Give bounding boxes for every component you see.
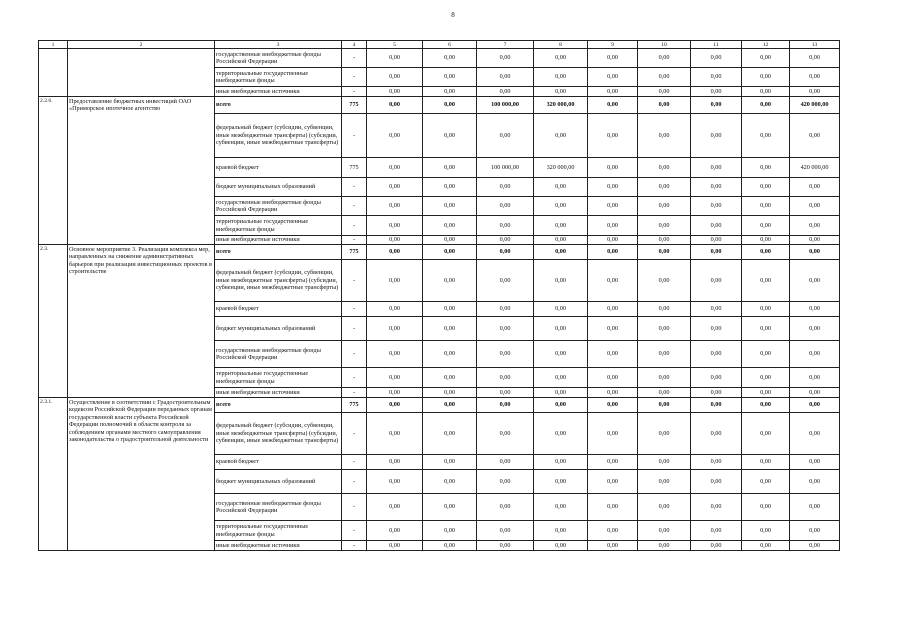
funding-source: территориальные государственные внебюджетные фонды bbox=[215, 368, 342, 388]
funding-source: территориальные государственные внебюджетные фонды bbox=[215, 216, 342, 236]
amount-cell: 0,00 bbox=[423, 236, 477, 245]
amount-cell: 0,00 bbox=[423, 470, 477, 494]
amount-cell: 0,00 bbox=[477, 197, 534, 216]
amount-cell: 0,00 bbox=[367, 87, 423, 97]
amount-cell: 0,00 bbox=[477, 87, 534, 97]
amount-cell: 0,00 bbox=[588, 494, 638, 521]
amount-cell: 0,00 bbox=[588, 87, 638, 97]
amount-cell: 0,00 bbox=[790, 87, 840, 97]
header-cell: 10 bbox=[638, 41, 691, 49]
header-cell: 2 bbox=[68, 41, 215, 49]
amount-cell: 0,00 bbox=[691, 317, 742, 341]
funding-source: всего bbox=[215, 245, 342, 260]
header-row bbox=[39, 41, 840, 49]
amount-cell: 0,00 bbox=[691, 341, 742, 368]
amount-cell: 0,00 bbox=[691, 302, 742, 317]
amount-cell: 0,00 bbox=[477, 236, 534, 245]
amount-cell: 0,00 bbox=[742, 302, 790, 317]
amount-cell: 0,00 bbox=[742, 97, 790, 114]
header-cell: 12 bbox=[742, 41, 790, 49]
amount-cell: 0,00 bbox=[534, 388, 588, 398]
header-cell: 5 bbox=[367, 41, 423, 49]
amount-cell: 0,00 bbox=[742, 236, 790, 245]
amount-cell: 0,00 bbox=[588, 388, 638, 398]
funding-source: краевой бюджет bbox=[215, 455, 342, 470]
grbs-code-cell: - bbox=[342, 68, 367, 87]
amount-cell: 0,00 bbox=[367, 398, 423, 413]
amount-cell: 0,00 bbox=[534, 245, 588, 260]
amount-cell: 0,00 bbox=[367, 368, 423, 388]
amount-cell: 0,00 bbox=[742, 87, 790, 97]
amount-cell: 0,00 bbox=[691, 49, 742, 68]
amount-cell: 0,00 bbox=[638, 302, 691, 317]
amount-cell: 0,00 bbox=[742, 216, 790, 236]
amount-cell: 0,00 bbox=[588, 368, 638, 388]
amount-cell: 0,00 bbox=[367, 236, 423, 245]
amount-cell: 0,00 bbox=[367, 216, 423, 236]
amount-cell: 0,00 bbox=[477, 260, 534, 302]
amount-cell: 0,00 bbox=[638, 49, 691, 68]
amount-cell: 0,00 bbox=[790, 341, 840, 368]
amount-cell: 0,00 bbox=[477, 302, 534, 317]
amount-cell: 0,00 bbox=[742, 541, 790, 551]
funding-source: иные внебюджетные источники bbox=[215, 541, 342, 551]
header-cell: 4 bbox=[342, 41, 367, 49]
amount-cell: 0,00 bbox=[638, 521, 691, 541]
amount-cell: 0,00 bbox=[790, 245, 840, 260]
amount-cell: 0,00 bbox=[423, 245, 477, 260]
amount-cell: 0,00 bbox=[742, 368, 790, 388]
amount-cell: 0,00 bbox=[638, 114, 691, 158]
amount-cell: 0,00 bbox=[477, 341, 534, 368]
amount-cell: 0,00 bbox=[367, 97, 423, 114]
amount-cell: 0,00 bbox=[691, 398, 742, 413]
amount-cell: 0,00 bbox=[691, 97, 742, 114]
amount-cell: 0,00 bbox=[588, 97, 638, 114]
amount-cell: 0,00 bbox=[790, 541, 840, 551]
funding-source: всего bbox=[215, 97, 342, 114]
amount-cell: 0,00 bbox=[790, 197, 840, 216]
grbs-code-cell: - bbox=[342, 302, 367, 317]
amount-cell: 0,00 bbox=[790, 413, 840, 455]
amount-cell: 0,00 bbox=[423, 97, 477, 114]
amount-cell: 0,00 bbox=[534, 398, 588, 413]
amount-cell: 420 000,00 bbox=[790, 97, 840, 114]
item-code: 2.2.6. bbox=[39, 97, 68, 245]
amount-cell: 0,00 bbox=[367, 302, 423, 317]
amount-cell: 0,00 bbox=[534, 197, 588, 216]
amount-cell: 0,00 bbox=[691, 178, 742, 197]
amount-cell: 0,00 bbox=[742, 317, 790, 341]
amount-cell: 0,00 bbox=[423, 197, 477, 216]
amount-cell: 0,00 bbox=[638, 178, 691, 197]
amount-cell: 0,00 bbox=[691, 245, 742, 260]
amount-cell: 0,00 bbox=[423, 521, 477, 541]
amount-cell: 0,00 bbox=[423, 413, 477, 455]
funding-source: федеральный бюджет (субсидии, субвенции, иные межбюджетные трансферты) (субсидии, субвенции, иные межбюджетные трансферты) bbox=[215, 114, 342, 158]
amount-cell: 0,00 bbox=[588, 236, 638, 245]
grbs-code-cell: - bbox=[342, 317, 367, 341]
amount-cell: 0,00 bbox=[367, 49, 423, 68]
table-row bbox=[39, 245, 840, 260]
header-cell: 11 bbox=[691, 41, 742, 49]
amount-cell: 0,00 bbox=[423, 341, 477, 368]
amount-cell: 0,00 bbox=[534, 368, 588, 388]
amount-cell: 0,00 bbox=[423, 216, 477, 236]
amount-cell: 0,00 bbox=[588, 178, 638, 197]
funding-source: бюджет муниципальных образований bbox=[215, 178, 342, 197]
amount-cell: 0,00 bbox=[691, 216, 742, 236]
amount-cell: 0,00 bbox=[534, 68, 588, 87]
amount-cell: 0,00 bbox=[638, 470, 691, 494]
amount-cell: 0,00 bbox=[742, 158, 790, 178]
amount-cell: 0,00 bbox=[423, 114, 477, 158]
amount-cell: 0,00 bbox=[638, 87, 691, 97]
amount-cell: 0,00 bbox=[588, 541, 638, 551]
funding-source: государственные внебюджетные фонды Российской Федерации bbox=[215, 494, 342, 521]
item-code: 2.3.1. bbox=[39, 398, 68, 551]
amount-cell: 0,00 bbox=[742, 341, 790, 368]
amount-cell: 0,00 bbox=[367, 413, 423, 455]
amount-cell: 0,00 bbox=[790, 470, 840, 494]
header-cell: 3 bbox=[215, 41, 342, 49]
amount-cell: 0,00 bbox=[588, 470, 638, 494]
amount-cell: 0,00 bbox=[742, 470, 790, 494]
grbs-code-cell: - bbox=[342, 178, 367, 197]
amount-cell: 0,00 bbox=[534, 521, 588, 541]
amount-cell: 0,00 bbox=[790, 398, 840, 413]
amount-cell: 0,00 bbox=[638, 97, 691, 114]
amount-cell: 0,00 bbox=[367, 470, 423, 494]
amount-cell: 0,00 bbox=[588, 216, 638, 236]
amount-cell: 0,00 bbox=[638, 541, 691, 551]
amount-cell: 0,00 bbox=[477, 49, 534, 68]
amount-cell: 0,00 bbox=[691, 68, 742, 87]
grbs-code-cell: - bbox=[342, 521, 367, 541]
amount-cell: 0,00 bbox=[534, 216, 588, 236]
amount-cell: 0,00 bbox=[534, 49, 588, 68]
amount-cell: 0,00 bbox=[588, 521, 638, 541]
amount-cell: 0,00 bbox=[423, 398, 477, 413]
amount-cell: 0,00 bbox=[477, 388, 534, 398]
amount-cell: 0,00 bbox=[367, 68, 423, 87]
amount-cell: 0,00 bbox=[691, 470, 742, 494]
amount-cell: 0,00 bbox=[423, 87, 477, 97]
amount-cell: 0,00 bbox=[423, 158, 477, 178]
amount-cell: 0,00 bbox=[790, 494, 840, 521]
amount-cell: 0,00 bbox=[477, 68, 534, 87]
amount-cell: 0,00 bbox=[691, 158, 742, 178]
amount-cell: 0,00 bbox=[477, 521, 534, 541]
amount-cell: 0,00 bbox=[790, 236, 840, 245]
amount-cell: 0,00 bbox=[367, 541, 423, 551]
amount-cell: 100 000,00 bbox=[477, 97, 534, 114]
amount-cell: 0,00 bbox=[691, 236, 742, 245]
amount-cell: 0,00 bbox=[742, 49, 790, 68]
item-code: 2.3. bbox=[39, 245, 68, 398]
amount-cell: 0,00 bbox=[367, 494, 423, 521]
amount-cell: 0,00 bbox=[742, 178, 790, 197]
amount-cell: 0,00 bbox=[477, 114, 534, 158]
amount-cell: 0,00 bbox=[423, 541, 477, 551]
amount-cell: 0,00 bbox=[534, 470, 588, 494]
amount-cell: 0,00 bbox=[790, 368, 840, 388]
amount-cell: 0,00 bbox=[423, 494, 477, 521]
amount-cell: 0,00 bbox=[691, 87, 742, 97]
amount-cell: 0,00 bbox=[367, 158, 423, 178]
amount-cell: 0,00 bbox=[588, 158, 638, 178]
amount-cell: 0,00 bbox=[638, 317, 691, 341]
header-cell: 9 bbox=[588, 41, 638, 49]
grbs-code-cell: - bbox=[342, 494, 367, 521]
table-row bbox=[39, 398, 840, 413]
amount-cell: 0,00 bbox=[477, 245, 534, 260]
funding-source: краевой бюджет bbox=[215, 158, 342, 178]
amount-cell: 0,00 bbox=[588, 317, 638, 341]
amount-cell: 0,00 bbox=[790, 260, 840, 302]
amount-cell: 0,00 bbox=[638, 494, 691, 521]
amount-cell: 0,00 bbox=[691, 114, 742, 158]
amount-cell: 0,00 bbox=[534, 302, 588, 317]
item-title: Основное мероприятие 3. Реализация комплекса мер, направленных на снижение административных барьеров при реализации инвестиционных проектов в строительстве bbox=[68, 245, 215, 398]
amount-cell: 0,00 bbox=[638, 245, 691, 260]
amount-cell: 0,00 bbox=[742, 114, 790, 158]
grbs-code-cell: - bbox=[342, 87, 367, 97]
amount-cell: 0,00 bbox=[790, 317, 840, 341]
header-cell: 8 bbox=[534, 41, 588, 49]
amount-cell: 0,00 bbox=[367, 521, 423, 541]
amount-cell: 0,00 bbox=[691, 455, 742, 470]
amount-cell: 0,00 bbox=[367, 245, 423, 260]
amount-cell: 420 000,00 bbox=[790, 158, 840, 178]
funding-source: федеральный бюджет (субсидии, субвенции, иные межбюджетные трансферты) (субсидии, субвенции, иные межбюджетные трансферты) bbox=[215, 413, 342, 455]
page-number: 8 bbox=[451, 11, 455, 19]
amount-cell: 0,00 bbox=[423, 317, 477, 341]
amount-cell: 0,00 bbox=[534, 413, 588, 455]
funding-source: территориальные государственные внебюджетные фонды bbox=[215, 68, 342, 87]
grbs-code-cell: - bbox=[342, 388, 367, 398]
amount-cell: 0,00 bbox=[790, 49, 840, 68]
funding-source: государственные внебюджетные фонды Российской Федерации bbox=[215, 49, 342, 68]
amount-cell: 0,00 bbox=[588, 114, 638, 158]
header-cell: 6 bbox=[423, 41, 477, 49]
amount-cell: 0,00 bbox=[367, 317, 423, 341]
amount-cell: 0,00 bbox=[534, 541, 588, 551]
item-code bbox=[39, 49, 68, 97]
amount-cell: 0,00 bbox=[691, 521, 742, 541]
amount-cell: 0,00 bbox=[790, 216, 840, 236]
funding-source: бюджет муниципальных образований bbox=[215, 317, 342, 341]
amount-cell: 0,00 bbox=[423, 68, 477, 87]
grbs-code-cell: 775 bbox=[342, 97, 367, 114]
funding-source: государственные внебюджетные фонды Российской Федерации bbox=[215, 197, 342, 216]
amount-cell: 0,00 bbox=[742, 388, 790, 398]
funding-source: территориальные государственные внебюджетные фонды bbox=[215, 521, 342, 541]
funding-source: всего bbox=[215, 398, 342, 413]
amount-cell: 0,00 bbox=[790, 388, 840, 398]
funding-source: иные внебюджетные источники bbox=[215, 388, 342, 398]
grbs-code-cell: 775 bbox=[342, 245, 367, 260]
grbs-code-cell: - bbox=[342, 49, 367, 68]
amount-cell: 0,00 bbox=[534, 260, 588, 302]
amount-cell: 0,00 bbox=[588, 302, 638, 317]
amount-cell: 0,00 bbox=[588, 49, 638, 68]
amount-cell: 0,00 bbox=[742, 245, 790, 260]
amount-cell: 0,00 bbox=[477, 368, 534, 388]
funding-source: государственные внебюджетные фонды Российской Федерации bbox=[215, 341, 342, 368]
amount-cell: 0,00 bbox=[477, 494, 534, 521]
funding-source: иные внебюджетные источники bbox=[215, 87, 342, 97]
grbs-code-cell: - bbox=[342, 455, 367, 470]
amount-cell: 0,00 bbox=[691, 260, 742, 302]
amount-cell: 0,00 bbox=[691, 494, 742, 521]
amount-cell: 0,00 bbox=[367, 260, 423, 302]
amount-cell: 0,00 bbox=[477, 178, 534, 197]
amount-cell: 0,00 bbox=[477, 541, 534, 551]
amount-cell: 0,00 bbox=[790, 521, 840, 541]
grbs-code-cell: - bbox=[342, 236, 367, 245]
amount-cell: 0,00 bbox=[477, 470, 534, 494]
amount-cell: 0,00 bbox=[477, 216, 534, 236]
amount-cell: 0,00 bbox=[534, 114, 588, 158]
amount-cell: 0,00 bbox=[691, 197, 742, 216]
amount-cell: 0,00 bbox=[534, 178, 588, 197]
grbs-code-cell: - bbox=[342, 114, 367, 158]
amount-cell: 0,00 bbox=[742, 68, 790, 87]
amount-cell: 0,00 bbox=[534, 494, 588, 521]
grbs-code-cell: 775 bbox=[342, 398, 367, 413]
amount-cell: 0,00 bbox=[638, 68, 691, 87]
amount-cell: 0,00 bbox=[742, 494, 790, 521]
amount-cell: 0,00 bbox=[691, 541, 742, 551]
funding-source: иные внебюджетные источники bbox=[215, 236, 342, 245]
amount-cell: 0,00 bbox=[423, 455, 477, 470]
grbs-code-cell: - bbox=[342, 368, 367, 388]
amount-cell: 0,00 bbox=[638, 398, 691, 413]
amount-cell: 0,00 bbox=[742, 260, 790, 302]
budget-table bbox=[38, 40, 840, 551]
amount-cell: 0,00 bbox=[638, 388, 691, 398]
amount-cell: 0,00 bbox=[638, 368, 691, 388]
amount-cell: 0,00 bbox=[423, 302, 477, 317]
amount-cell: 0,00 bbox=[477, 455, 534, 470]
amount-cell: 0,00 bbox=[423, 260, 477, 302]
amount-cell: 100 000,00 bbox=[477, 158, 534, 178]
amount-cell: 0,00 bbox=[367, 455, 423, 470]
amount-cell: 0,00 bbox=[367, 197, 423, 216]
amount-cell: 0,00 bbox=[477, 398, 534, 413]
amount-cell: 0,00 bbox=[367, 341, 423, 368]
amount-cell: 320 000,00 bbox=[534, 97, 588, 114]
amount-cell: 0,00 bbox=[477, 317, 534, 341]
amount-cell: 0,00 bbox=[790, 178, 840, 197]
grbs-code-cell: - bbox=[342, 413, 367, 455]
amount-cell: 0,00 bbox=[790, 455, 840, 470]
amount-cell: 0,00 bbox=[367, 178, 423, 197]
amount-cell: 0,00 bbox=[638, 413, 691, 455]
amount-cell: 0,00 bbox=[742, 455, 790, 470]
amount-cell: 0,00 bbox=[790, 302, 840, 317]
amount-cell: 0,00 bbox=[691, 368, 742, 388]
amount-cell: 0,00 bbox=[742, 413, 790, 455]
amount-cell: 0,00 bbox=[423, 49, 477, 68]
amount-cell: 0,00 bbox=[742, 521, 790, 541]
amount-cell: 0,00 bbox=[588, 245, 638, 260]
header-cell: 1 bbox=[39, 41, 68, 49]
header-cell: 13 bbox=[790, 41, 840, 49]
amount-cell: 0,00 bbox=[638, 158, 691, 178]
funding-source: федеральный бюджет (субсидии, субвенции, иные межбюджетные трансферты) (субсидии, субвенции, иные межбюджетные трансферты) bbox=[215, 260, 342, 302]
amount-cell: 0,00 bbox=[534, 236, 588, 245]
grbs-code-cell: - bbox=[342, 260, 367, 302]
amount-cell: 0,00 bbox=[790, 68, 840, 87]
amount-cell: 0,00 bbox=[588, 413, 638, 455]
amount-cell: 0,00 bbox=[638, 236, 691, 245]
grbs-code-cell: - bbox=[342, 197, 367, 216]
amount-cell: 0,00 bbox=[691, 413, 742, 455]
amount-cell: 0,00 bbox=[367, 388, 423, 398]
amount-cell: 320 000,00 bbox=[534, 158, 588, 178]
amount-cell: 0,00 bbox=[534, 455, 588, 470]
amount-cell: 0,00 bbox=[790, 114, 840, 158]
amount-cell: 0,00 bbox=[534, 317, 588, 341]
amount-cell: 0,00 bbox=[638, 260, 691, 302]
amount-cell: 0,00 bbox=[588, 398, 638, 413]
amount-cell: 0,00 bbox=[423, 368, 477, 388]
amount-cell: 0,00 bbox=[588, 260, 638, 302]
funding-source: краевой бюджет bbox=[215, 302, 342, 317]
grbs-code-cell: 775 bbox=[342, 158, 367, 178]
item-title bbox=[68, 49, 215, 97]
amount-cell: 0,00 bbox=[367, 114, 423, 158]
item-title: Предоставление бюджетных инвестиций ОАО «Приморское ипотечное агентство bbox=[68, 97, 215, 245]
amount-cell: 0,00 bbox=[534, 341, 588, 368]
amount-cell: 0,00 bbox=[423, 178, 477, 197]
grbs-code-cell: - bbox=[342, 216, 367, 236]
amount-cell: 0,00 bbox=[477, 413, 534, 455]
table-row bbox=[39, 49, 840, 68]
amount-cell: 0,00 bbox=[638, 197, 691, 216]
funding-source: бюджет муниципальных образований bbox=[215, 470, 342, 494]
grbs-code-cell: - bbox=[342, 341, 367, 368]
amount-cell: 0,00 bbox=[638, 341, 691, 368]
amount-cell: 0,00 bbox=[588, 455, 638, 470]
header-cell: 7 bbox=[477, 41, 534, 49]
table-row bbox=[39, 97, 840, 114]
item-title: Осуществление в соответствии с Градостроительным кодексом Российской Федерации переданных органам государственной власти субъекта Российской Федерации полномочий в области контроля за соблюдением органами местного самоуправления законодательства о градостроительной деятельности bbox=[68, 398, 215, 551]
amount-cell: 0,00 bbox=[588, 68, 638, 87]
amount-cell: 0,00 bbox=[742, 197, 790, 216]
amount-cell: 0,00 bbox=[691, 388, 742, 398]
amount-cell: 0,00 bbox=[423, 388, 477, 398]
amount-cell: 0,00 bbox=[588, 341, 638, 368]
amount-cell: 0,00 bbox=[534, 87, 588, 97]
grbs-code-cell: - bbox=[342, 541, 367, 551]
amount-cell: 0,00 bbox=[638, 216, 691, 236]
amount-cell: 0,00 bbox=[742, 398, 790, 413]
grbs-code-cell: - bbox=[342, 470, 367, 494]
amount-cell: 0,00 bbox=[638, 455, 691, 470]
amount-cell: 0,00 bbox=[588, 197, 638, 216]
